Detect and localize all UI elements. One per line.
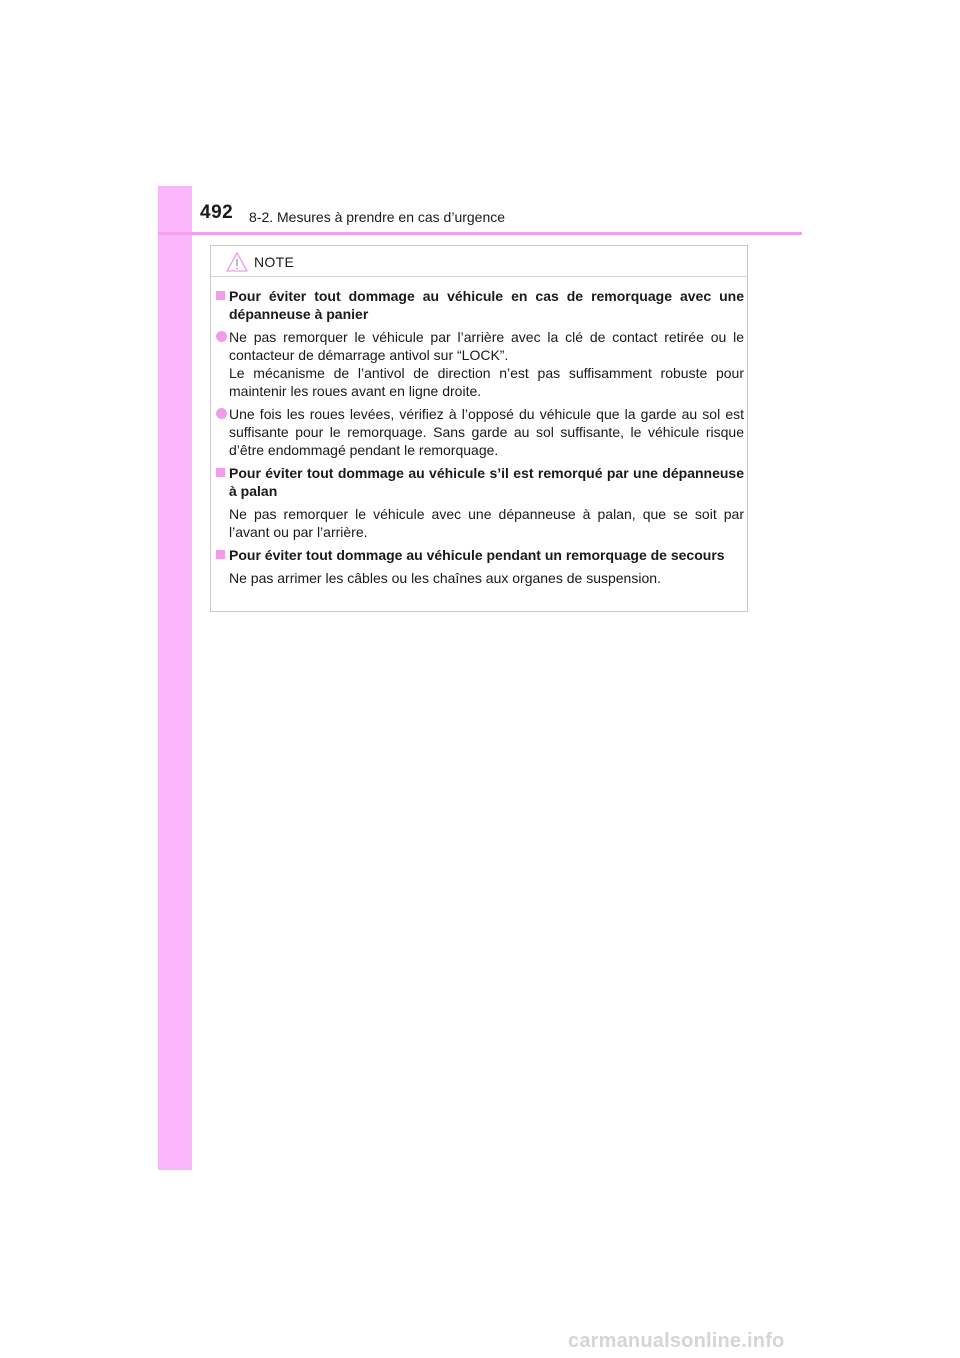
note-item-title: Pour éviter tout dommage au véhicule en cas de remorquage avec une dépanneuse à panier	[215, 287, 744, 323]
watermark-text: carmanualsonline.info	[568, 1330, 785, 1352]
note-box	[210, 245, 748, 612]
note-item	[215, 287, 744, 459]
warning-triangle-icon	[226, 252, 248, 272]
header-rule	[158, 232, 802, 235]
note-item	[215, 464, 744, 541]
watermark	[568, 1330, 928, 1354]
note-item	[215, 546, 744, 587]
note-subitem-text: Une fois les roues levées, vérifiez à l’opposé du véhicule que la garde au sol est suffisante pour le remorquage. Sans garde au sol suffisante, le véhicule risque d’être endommagé pendant le remorquage.	[229, 406, 744, 458]
page-number: 492	[200, 202, 234, 223]
note-item-text: Ne pas remorquer le véhicule avec une dépanneuse à palan, que se soit par l’avant ou par l’arrière.	[229, 506, 744, 540]
note-body	[215, 287, 744, 592]
circle-bullet-icon	[216, 408, 227, 419]
section-title: 8-2. Mesures à prendre en cas d’urgence	[249, 209, 506, 225]
note-subitem	[215, 328, 744, 400]
note-item-title: Pour éviter tout dommage au véhicule s’il est remorqué par une dépanneuse à palan	[215, 464, 744, 500]
note-item-title: Pour éviter tout dommage au véhicule pendant un remorquage de secours	[215, 546, 744, 564]
side-color-band	[158, 186, 192, 1170]
note-label: NOTE	[254, 254, 295, 270]
square-bullet-icon	[216, 468, 225, 477]
square-bullet-icon	[216, 550, 225, 559]
square-bullet-icon	[216, 291, 225, 300]
note-subitem-text: Le mécanisme de l’antivol de direction n’est pas suffisamment robuste pour maintenir les roues avant en ligne droite.	[229, 365, 744, 399]
note-subitem-text: Ne pas remorquer le véhicule par l’arrière avec la clé de contact retirée ou le contacteur de démarrage antivol sur “LOCK”.	[229, 329, 744, 363]
note-subitem	[215, 405, 744, 459]
page-header	[192, 196, 802, 232]
note-header	[211, 246, 747, 277]
circle-bullet-icon	[216, 331, 227, 342]
note-item-text: Ne pas arrimer les câbles ou les chaînes aux organes de suspension.	[229, 570, 661, 586]
